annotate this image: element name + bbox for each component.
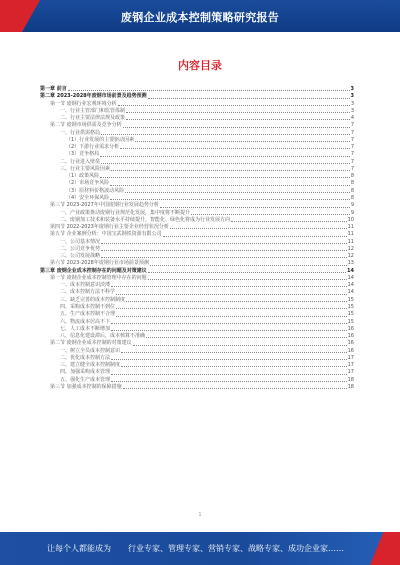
toc-entry[interactable] (40, 319, 354, 326)
toc-leader-dots (101, 253, 347, 258)
toc-leader-dots (191, 210, 350, 215)
toc-leader-dots (111, 166, 350, 171)
toc-entry-label: （1）行业发展的主要驱动因素 (66, 136, 135, 143)
toc-entry[interactable] (40, 297, 354, 304)
toc-entry-label: 二、行业主要法律法规及政策 (60, 115, 126, 122)
toc-leader-dots (126, 115, 350, 120)
toc-entry-label: （3）竞争格局 (66, 151, 100, 158)
toc-entry-label: 第五节 企业案例分析：中国宝武钢铁资源有限公司 (50, 231, 162, 238)
toc-entry-label: 四、采购成本控制不到位 (60, 303, 116, 310)
toc-entry-page: 12 (347, 245, 354, 252)
toc-leader-dots (110, 195, 350, 200)
toc-leader-dots (101, 239, 347, 244)
footer-banner (0, 532, 400, 565)
toc-entry-page: 9 (350, 202, 354, 209)
toc-leader-dots (125, 188, 350, 193)
toc-entry[interactable] (40, 122, 354, 129)
toc-entry-page: 16 (347, 333, 354, 340)
toc-entry-page: 3 (350, 86, 354, 92)
toc-entry[interactable] (40, 93, 354, 100)
toc-leader-dots (231, 217, 347, 222)
toc-entry-label: 二、优化成本控制方法 (60, 354, 111, 361)
page-number: 1 (198, 512, 202, 518)
toc-entry-label: 第二节 废钢市场供需及竞争分析 (50, 122, 122, 129)
toc-entry-page: 16 (347, 340, 354, 347)
toc-leader-dots (101, 159, 350, 164)
toc-entry-page: 16 (347, 347, 354, 354)
toc-leader-dots (150, 260, 347, 265)
toc-entry-page: 8 (350, 173, 354, 180)
toc-leader-dots (110, 180, 350, 185)
table-of-contents (40, 86, 354, 391)
toc-entry-label: 五、生产成本控制不合理 (60, 311, 116, 318)
toc-entry-label: 三、建立健全成本控制制度 (60, 362, 121, 369)
toc-entry-page: 7 (350, 151, 354, 158)
toc-entry[interactable] (40, 188, 354, 195)
toc-entry-label: 六、物流成本居高不下 (60, 318, 111, 325)
toc-entry[interactable] (40, 130, 354, 137)
toc-entry-page: 15 (347, 311, 354, 318)
toc-entry-label: 一、行业主管部门和监管体制 (60, 107, 126, 114)
toc-leader-dots (126, 297, 347, 302)
toc-leader-dots (111, 326, 347, 331)
toc-entry-page: 17 (347, 354, 354, 361)
toc-entry[interactable] (40, 326, 354, 333)
toc-entry-label: 二、行业进入壁垒 (60, 158, 101, 165)
toc-heading: 内容目录 (178, 59, 222, 72)
toc-entry-page: 14 (347, 267, 354, 274)
toc-entry-label: 第二章 2023-2028年废钢市场前景及趋势预测 (40, 93, 147, 100)
report-title: 废钢企业成本控制策略研究报告 (120, 11, 280, 24)
toc-entry-page: 7 (350, 165, 354, 172)
toc-entry-page: 13 (347, 260, 354, 267)
toc-entry-label: 第一章 前言 (40, 86, 67, 92)
toc-entry-label: 五、强化生产成本管理 (60, 376, 111, 383)
toc-entry-page: 9 (350, 209, 354, 216)
toc-entry-page: 18 (347, 376, 354, 383)
toc-entry-label: 第一节 废钢行业宏观环境分析 (50, 100, 117, 107)
toc-leader-dots (116, 289, 347, 294)
toc-entry-label: 一、树立全员成本控制意识 (60, 347, 121, 354)
toc-entry[interactable] (40, 311, 354, 318)
toc-entry-page: 7 (350, 158, 354, 165)
toc-entry[interactable] (40, 289, 354, 296)
toc-leader-dots (123, 122, 350, 127)
toc-entry[interactable] (40, 159, 354, 166)
toc-entry-label: 第四节 2022-2023年废钢行业主要企业经营状况分析 (50, 224, 169, 231)
toc-entry-page: 7 (350, 144, 354, 151)
toc-entry-label: 七、人工成本不断增加 (60, 325, 111, 332)
toc-entry-label: 二、公司竞争优势 (60, 245, 101, 252)
toc-leader-dots (148, 93, 350, 98)
toc-leader-dots (123, 384, 347, 389)
toc-leader-dots (133, 340, 347, 345)
toc-entry-page: 8 (350, 180, 354, 187)
toc-entry-page: 3 (350, 100, 354, 107)
toc-entry-page: 14 (347, 274, 354, 281)
toc-entry-label: 第三章 废钢企业成本控制存在的问题及对策建议 (40, 267, 147, 274)
toc-entry-page: 8 (350, 187, 354, 194)
toc-entry-page: 7 (350, 122, 354, 129)
toc-entry[interactable] (40, 217, 354, 224)
toc-entry-page: 11 (347, 231, 354, 238)
toc-leader-dots (121, 362, 347, 367)
toc-leader-dots (148, 275, 347, 280)
toc-leader-dots (101, 130, 350, 135)
toc-entry-label: 三、公司发展战略 (60, 253, 101, 260)
toc-entry-page: 11 (347, 238, 354, 245)
toc-entry[interactable] (40, 340, 354, 347)
toc-entry-page: 3 (350, 107, 354, 114)
toc-entry[interactable] (40, 384, 354, 391)
toc-leader-dots (160, 202, 350, 207)
toc-entry[interactable] (40, 231, 354, 238)
toc-entry-page: 14 (347, 289, 354, 296)
toc-entry-label: 一、成本控制意识淡薄 (60, 282, 111, 289)
toc-entry-label: 二、成本控制方法不科学 (60, 289, 116, 296)
toc-leader-dots (111, 282, 347, 287)
toc-leader-dots (100, 151, 350, 156)
toc-entry-page: 17 (347, 369, 354, 376)
toc-leader-dots (100, 173, 350, 178)
toc-leader-dots (120, 144, 350, 149)
toc-entry-label: （2）市场竞争风险 (66, 180, 110, 187)
toc-entry[interactable] (40, 355, 354, 362)
toc-entry[interactable] (40, 202, 354, 209)
toc-entry-label: 八、信息化建设滞后，成本核算不准确 (60, 333, 146, 340)
toc-leader-dots (146, 333, 347, 338)
toc-entry-label: 第三节 加强成本控制的保障措施 (50, 383, 122, 390)
toc-entry-page: 8 (350, 194, 354, 201)
toc-entry-label: 三、行业主要风险因素 (60, 165, 111, 172)
toc-leader-dots (118, 101, 350, 106)
toc-leader-dots (121, 348, 347, 353)
toc-entry[interactable] (40, 210, 354, 217)
toc-entry[interactable] (40, 239, 354, 246)
toc-entry-label: （4）安全环保风险 (66, 194, 110, 201)
toc-entry-page: 15 (347, 303, 354, 310)
toc-entry-label: 第六节 2023-2028年废钢行业市场前景预测 (50, 260, 149, 267)
toc-leader-dots (111, 369, 347, 374)
toc-leader-dots (68, 86, 350, 91)
toc-leader-dots (116, 304, 347, 309)
footer-roles: 行业专家、管理专家、营销专家、战略专家、成功企业家…… (128, 544, 344, 553)
toc-entry[interactable] (40, 260, 354, 267)
toc-entry-label: （1）政策风险 (66, 173, 100, 180)
toc-entry[interactable] (40, 180, 354, 187)
toc-entry-label: 一、公司基本情况 (60, 238, 101, 245)
toc-leader-dots (126, 108, 350, 113)
toc-entry-page: 4 (350, 115, 354, 122)
toc-entry-page: 16 (347, 325, 354, 332)
toc-entry-label: 第三节 2023-2027年中国废钢行业发展趋势分析 (50, 202, 159, 209)
toc-entry-label: 二、废钢加工技术和装备水平持续提升，智能化、绿色化将成为行业发展方向 (60, 216, 231, 223)
toc-entry[interactable] (40, 151, 354, 158)
toc-entry-page: 10 (347, 216, 354, 223)
toc-entry[interactable] (40, 268, 354, 275)
toc-entry-page: 11 (347, 224, 354, 231)
toc-entry[interactable] (40, 108, 354, 115)
toc-entry-page: 15 (347, 318, 354, 325)
toc-leader-dots (163, 231, 347, 236)
toc-entry-label: 一、行业供需格局 (60, 129, 101, 136)
toc-entry-label: （2）下游行业需求分析 (66, 144, 120, 151)
footer-slogan: 让每个人都能成为 (47, 544, 111, 553)
toc-leader-dots (148, 268, 346, 273)
toc-entry-page: 14 (347, 282, 354, 289)
toc-entry-page: 7 (350, 136, 354, 143)
toc-entry-page: 12 (347, 253, 354, 260)
toc-entry-page: 15 (347, 296, 354, 303)
toc-leader-dots (111, 377, 347, 382)
toc-entry-label: 三、缺乏完善的成本控制制度 (60, 296, 126, 303)
toc-entry-page: 18 (347, 383, 354, 390)
toc-leader-dots (170, 224, 347, 229)
toc-entry[interactable] (40, 101, 354, 108)
toc-entry-page: 17 (347, 362, 354, 369)
header-banner (0, 0, 400, 32)
toc-entry-label: 第二节 废钢企业成本控制的对策建议 (50, 340, 132, 347)
toc-leader-dots (135, 137, 350, 142)
toc-entry[interactable] (40, 377, 354, 384)
toc-entry[interactable] (40, 348, 354, 355)
toc-entry[interactable] (40, 369, 354, 376)
toc-leader-dots (111, 319, 347, 324)
toc-entry-label: （3）原材料价格波动风险 (66, 187, 125, 194)
toc-entry-label: 第一节 废钢企业成本控制管理中存在的问题 (50, 274, 147, 281)
toc-entry-page: 3 (350, 93, 354, 100)
toc-leader-dots (116, 311, 347, 316)
toc-entry-label: 四、加强采购成本管理 (60, 369, 111, 376)
toc-entry-page: 7 (350, 129, 354, 136)
toc-leader-dots (101, 246, 347, 251)
toc-entry-label: 一、产业政策推动废钢行业规范化发展，集中度将不断提升 (60, 209, 191, 216)
toc-leader-dots (111, 355, 347, 360)
